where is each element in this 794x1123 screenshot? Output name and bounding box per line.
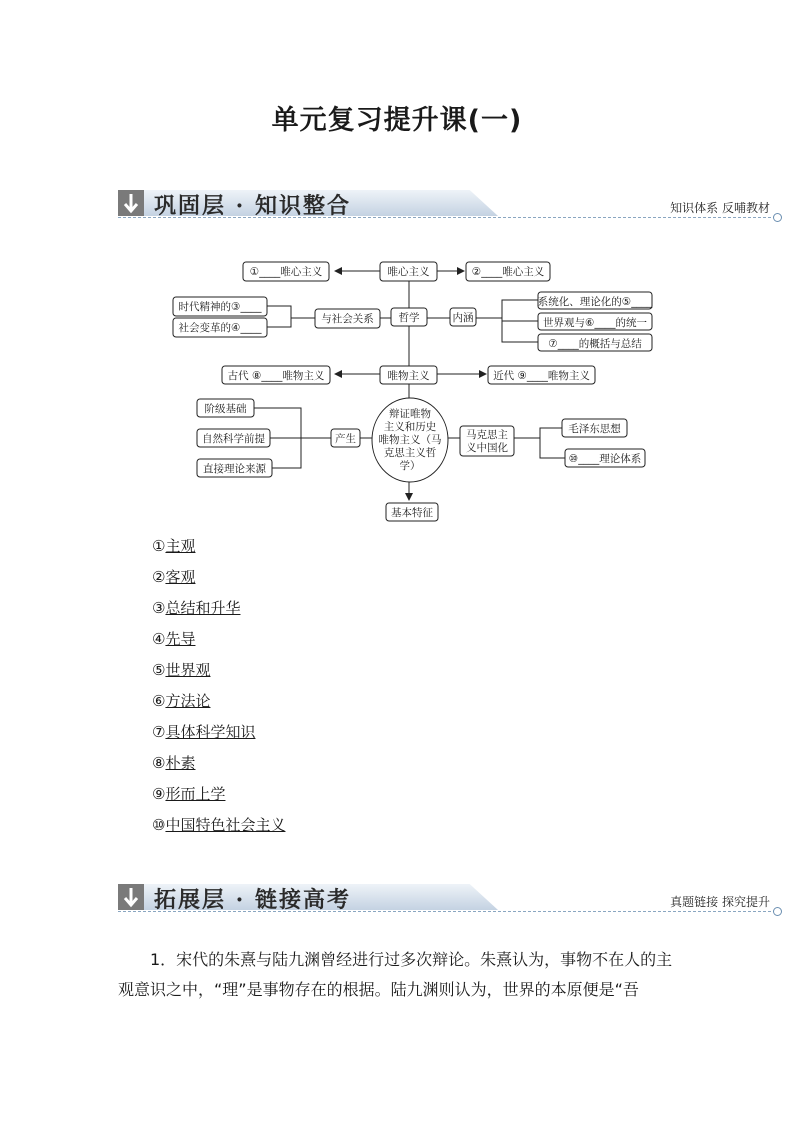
node-theory-system: ⑩____理论体系 xyxy=(568,453,642,465)
list-item xyxy=(152,782,285,813)
node-social-relation: 与社会关系 xyxy=(321,313,374,325)
node-materialism: 唯物主义 xyxy=(387,370,430,382)
node-theory-source: 直接理论来源 xyxy=(203,463,266,475)
node-systematic: 系统化、理论化的⑤____ xyxy=(537,296,653,308)
question-line: 观意识之中，“理”是事物存在的根据。陆九渊则认为，世界的本原便是“吾 xyxy=(118,980,639,999)
answer-text: 总结和升华 xyxy=(165,599,241,617)
answer-number: ③ xyxy=(152,599,166,617)
node-spirit: 时代精神的③____ xyxy=(178,301,262,313)
section-subtitle: 真题链接 探究提升 xyxy=(670,895,770,909)
list-item xyxy=(152,627,285,658)
knowledge-diagram xyxy=(0,250,794,550)
answer-number: ⑦ xyxy=(152,723,166,741)
answer-list xyxy=(152,534,285,844)
list-item xyxy=(152,689,285,720)
node-connotation: 内涵 xyxy=(452,312,474,324)
node-pioneer: 社会变革的④____ xyxy=(178,322,262,334)
section-title: 巩固层 · 知识整合 xyxy=(154,193,351,219)
list-item xyxy=(152,596,285,627)
list-item xyxy=(152,565,285,596)
answer-text: 主观 xyxy=(165,537,196,555)
list-item xyxy=(152,813,285,844)
down-arrow-icon xyxy=(118,884,144,910)
node-blank1: ①____唯心主义 xyxy=(249,266,323,278)
down-arrow-icon xyxy=(118,190,144,216)
section-header-consolidate xyxy=(118,186,782,224)
section-subtitle: 知识体系 反哺教材 xyxy=(670,201,770,215)
node-worldview: 世界观与⑥____的统一 xyxy=(543,317,647,329)
node-marxism-line3: 唯物主义（马 xyxy=(378,434,442,446)
answer-number: ⑨ xyxy=(152,785,166,803)
answer-number: ④ xyxy=(152,630,166,648)
node-marxism-line2: 主义和历史 xyxy=(383,421,437,433)
node-sinicization-line2: 义中国化 xyxy=(466,442,508,454)
node-origin: 产生 xyxy=(335,433,356,445)
node-science: 自然科学前提 xyxy=(202,433,265,445)
answer-number: ⑧ xyxy=(152,754,166,772)
list-item xyxy=(152,658,285,689)
answer-number: ⑥ xyxy=(152,692,166,710)
answer-text: 方法论 xyxy=(165,692,211,710)
node-marxism-line4: 克思主义哲 xyxy=(383,447,437,459)
list-item xyxy=(152,720,285,751)
section-title: 拓展层 · 链接高考 xyxy=(154,887,351,913)
answer-text: 中国特色社会主义 xyxy=(165,816,286,834)
node-summary: ⑦____的概括与总结 xyxy=(548,338,642,350)
list-item xyxy=(152,534,285,565)
node-marxism-line1: 辩证唯物 xyxy=(389,408,431,420)
node-basic-features: 基本特征 xyxy=(391,507,433,519)
node-blank2: ②____唯心主义 xyxy=(471,266,545,278)
answer-number: ⑩ xyxy=(152,816,166,834)
answer-text: 朴素 xyxy=(165,754,196,772)
dot-icon xyxy=(773,907,782,916)
node-idealism: 唯心主义 xyxy=(387,266,430,278)
answer-text: 先导 xyxy=(165,630,196,648)
answer-number: ① xyxy=(152,537,166,555)
node-sinicization-line1: 马克思主 xyxy=(466,429,508,441)
page-title: 单元复习提升课(一) xyxy=(271,105,523,136)
answer-text: 世界观 xyxy=(165,661,211,679)
dot-icon xyxy=(773,213,782,222)
answer-text: 形而上学 xyxy=(165,785,226,803)
question-paragraph xyxy=(118,945,678,1005)
question-line: 1．宋代的朱熹与陆九渊曾经进行过多次辩论。朱熹认为，事物不在人的主 xyxy=(150,950,673,969)
answer-text: 客观 xyxy=(165,568,196,586)
node-ancient: 古代 ⑧____唯物主义 xyxy=(227,370,325,382)
section-header-extend xyxy=(118,880,782,918)
node-modern: 近代 ⑨____唯物主义 xyxy=(493,370,590,382)
answer-number: ⑤ xyxy=(152,661,166,679)
list-item xyxy=(152,751,285,782)
answer-text: 具体科学知识 xyxy=(165,723,256,741)
answer-number: ② xyxy=(152,568,166,586)
node-marxism-line5: 学） xyxy=(399,460,421,472)
node-class-basis: 阶级基础 xyxy=(204,403,247,415)
node-philosophy: 哲学 xyxy=(398,312,420,324)
node-mao: 毛泽东思想 xyxy=(568,423,621,435)
